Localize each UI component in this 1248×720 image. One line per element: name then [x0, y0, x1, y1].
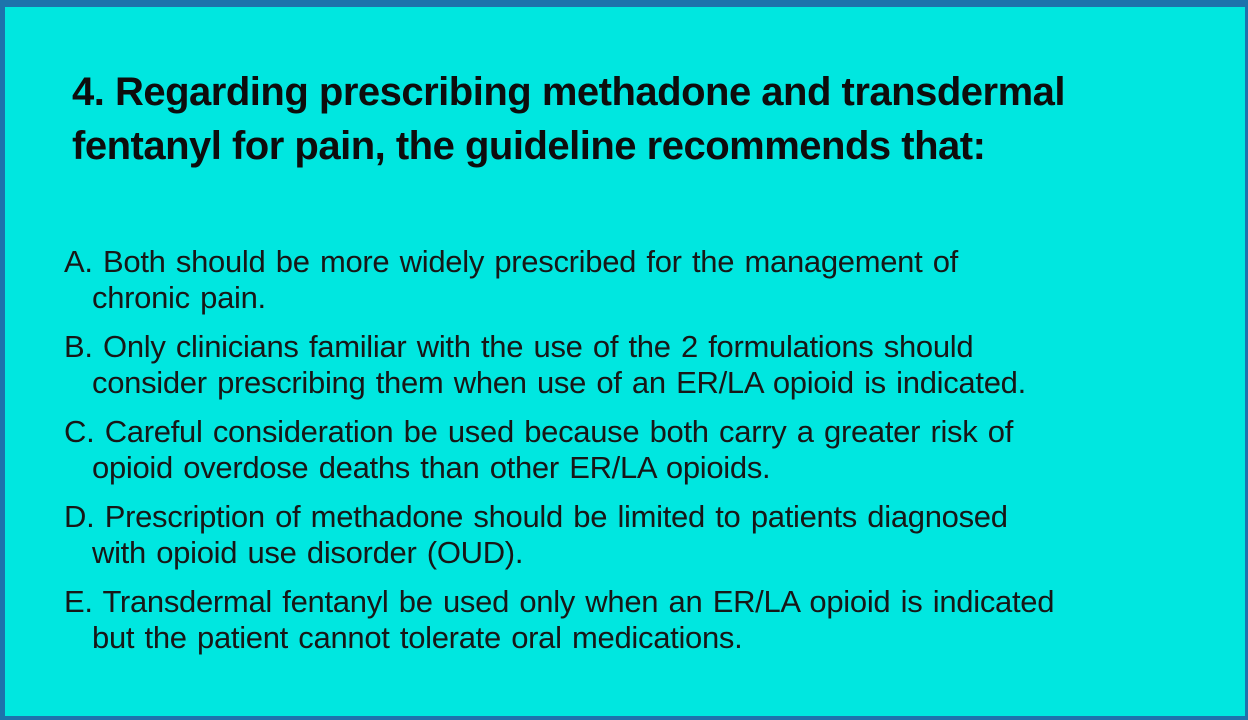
answer-option-e	[64, 584, 1054, 656]
answer-option-a-line-2: chronic pain.	[92, 280, 266, 315]
answer-option-a	[64, 244, 1054, 316]
answer-option-d-line-2: with opioid use disorder (OUD).	[92, 535, 524, 570]
answer-option-a-line-1: A. Both should be more widely prescribed for the management of	[64, 244, 958, 279]
answer-option-d	[64, 499, 1054, 571]
answer-option-b-line-1: B. Only clinicians familiar with the use of the 2 formulations should	[64, 329, 974, 364]
answer-option-c-line-1: C. Careful consideration be used because both carry a greater risk of	[64, 414, 1014, 449]
answer-options	[64, 244, 1054, 669]
question-title-line-1: 4. Regarding prescribing methadone and transdermal	[72, 70, 1066, 114]
answer-option-c-line-2: opioid overdose deaths than other ER/LA opioids.	[92, 450, 771, 485]
answer-option-b-line-2: consider prescribing them when use of an ER/LA opioid is indicated.	[92, 365, 1026, 400]
answer-option-e-line-2: but the patient cannot tolerate oral medications.	[92, 620, 743, 655]
question-title	[72, 65, 1065, 173]
answer-option-c	[64, 414, 1054, 486]
answer-option-d-line-1: D. Prescription of methadone should be limited to patients diagnosed	[64, 499, 1008, 534]
answer-option-e-line-1: E. Transdermal fentanyl be used only when an ER/LA opioid is indicated	[64, 584, 1055, 619]
question-title-line-2: fentanyl for pain, the guideline recommends that:	[72, 124, 986, 168]
answer-option-b	[64, 329, 1054, 401]
